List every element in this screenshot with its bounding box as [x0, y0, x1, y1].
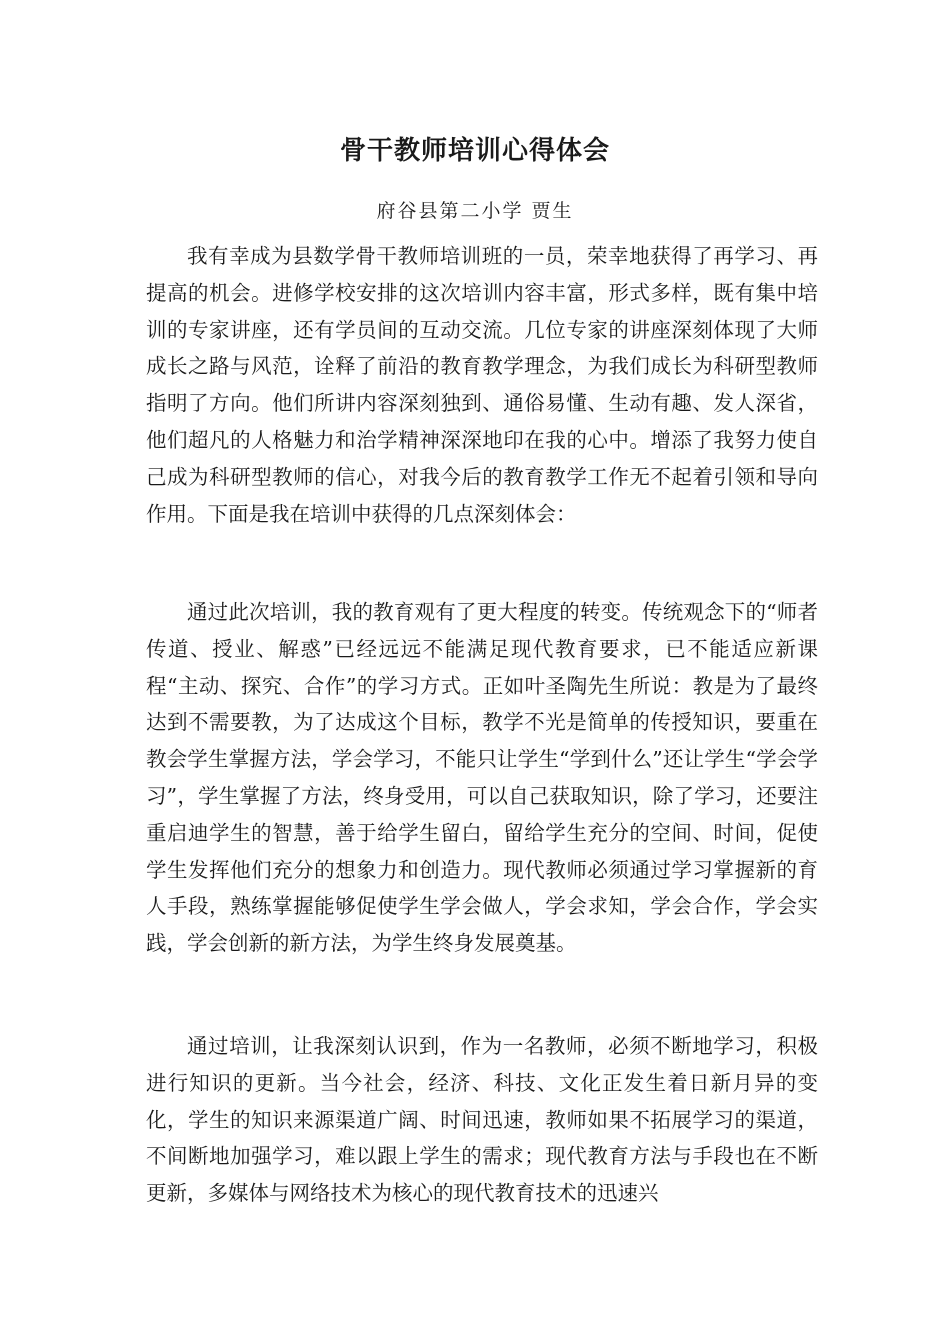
paragraph-continuous-learning: 通过培训，让我深刻认识到，作为一名教师，必须不断地学习，积极进行知识的更新。当今社会，经济、科技、文化正发生着日新月异的变化，学生的知识来源渠道广阔、时间迅速，教师如果不拓展学习的渠道，不间断地加强学习，难以跟上学生的需求；现代教育方法与手段也在不断更新，多媒体与网络技术为核心的现代教育技术的迅速兴: [146, 1034, 818, 1206]
paragraph-education-view: 通过此次培训，我的教育观有了更大程度的转变。传统观念下的“师者传道、授业、解惑”已经远远不能满足现代教育要求，已不能适应新课程“主动、探究、合作”的学习方式。正如叶圣陶先生所说：教是为了最终达到不需要教，为了达成这个目标，教学不光是简单的传授知识，要重在教会学生掌握方法，学会学习，不能只让学生“学到什么”还让学生“学会学习”，学生掌握了方法，终身受用，可以自己获取知识，除了学习，还要注重启迪学生的智慧，善于给学生留白，留给学生充分的空间、时间，促使学生发挥他们充分的想象力和创造力。现代教师必须通过学习掌握新的育人手段，熟练掌握能够促使学生学会做人，学会求知，学会合作，学会实践，学会创新的新方法，为学生终身发展奠基。: [146, 600, 818, 956]
document-title: 骨干教师培训心得体会: [339, 136, 610, 166]
paragraph-intro: 我有幸成为县数学骨干教师培训班的一员，荣幸地获得了再学习、再提高的机会。进修学校安排的这次培训内容丰富，形式多样，既有集中培训的专家讲座，还有学员间的互动交流。几位专家的讲座深刻体现了大师成长之路与风范，诠释了前沿的教育教学理念，为我们成长为科研型教师指明了方向。他们所讲内容深刻独到、通俗易懂、生动有趣、发人深省，他们超凡的人格魅力和治学精神深深地印在我的心中。增添了我努力使自己成为科研型教师的信心，对我今后的教育教学工作无不起着引领和导向作用。下面是我在培训中获得的几点深刻体会：: [146, 244, 818, 526]
author-byline: 府谷县第二小学 贾生: [376, 200, 574, 222]
